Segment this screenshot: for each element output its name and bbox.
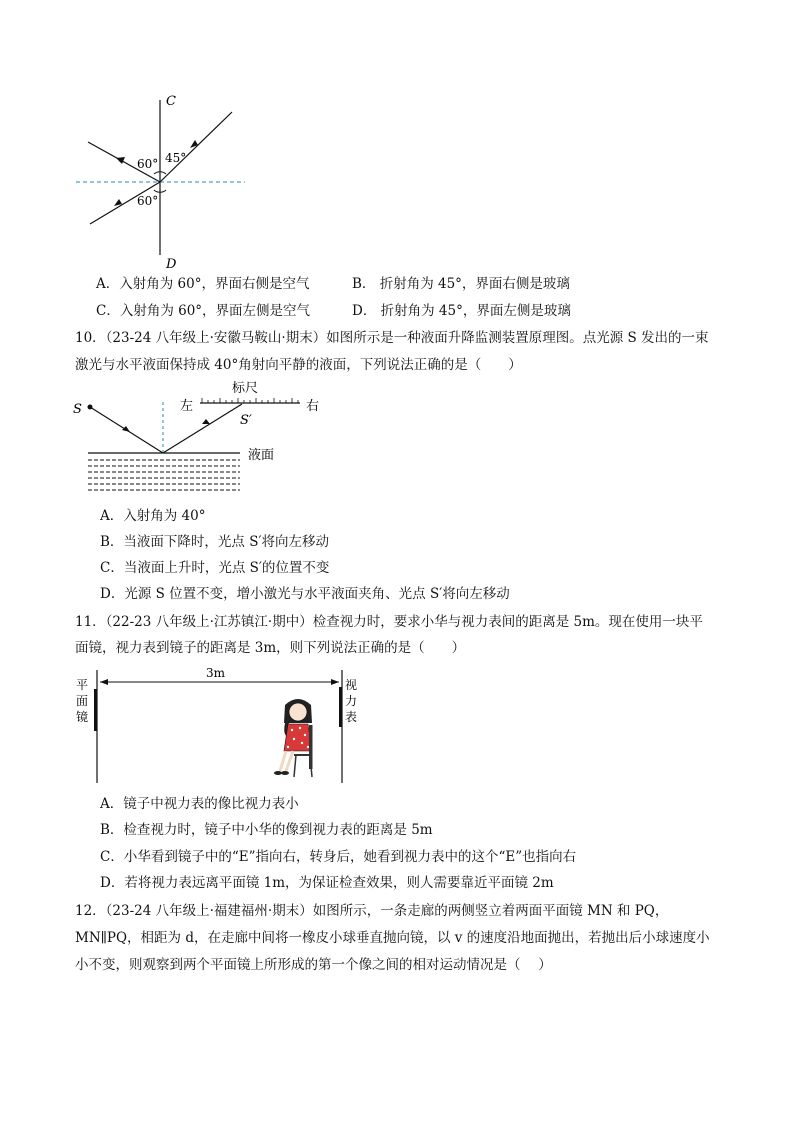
q11-option-d[interactable]: D．若将视力表远离平面镜 1m，为保证检查效果，则人需要靠近平面镜 2m: [100, 875, 554, 891]
reflected-laser: [163, 404, 242, 453]
mirror-label-3: 镜: [76, 710, 89, 724]
q10-option-b[interactable]: B．当液面下降时，光点 S′将向左移动: [100, 534, 330, 550]
eye-chart: [339, 687, 342, 727]
q10-option-a[interactable]: A．入射角为 40°: [100, 508, 206, 524]
ray-arrow-2: [116, 157, 125, 164]
mirror-label-2: 面: [76, 694, 89, 708]
liquid-level-figure: [70, 380, 330, 500]
girl-on-chair: [274, 699, 313, 777]
distance-label: 3m: [206, 666, 226, 680]
q11-stem-line2: 面镜，视力表到镜子的距离是 3m，则下列说法正确的是（ ）: [75, 640, 466, 656]
q11-option-a[interactable]: A．镜子中视力表的像比视力表小: [100, 796, 299, 812]
q9-option-c[interactable]: C．入射角为 60°，界面左侧是空气: [96, 303, 311, 319]
q11-option-c[interactable]: C．小华看到镜子中的“E”指向右，转身后，她看到视力表中的这个“E”也指向右: [100, 849, 577, 865]
q10-stem-line1: 10．（23-24 八年级上·安徽马鞍山·期末）如图所示是一种液面升降监测装置原理图。点光源 S 发出的一束: [75, 330, 709, 346]
chart-label-1: 视: [345, 678, 358, 692]
q10-option-d[interactable]: D．光源 S 位置不变，增小激光与水平液面夹角、光点 S′将向左移动: [100, 586, 510, 602]
refracted-ray: [160, 112, 232, 182]
label-left: 左: [180, 399, 194, 414]
q9-option-b[interactable]: B． 折射角为 45°，界面右侧是玻璃: [352, 276, 570, 292]
angle-label-3: 60°: [137, 194, 159, 208]
q12-stem-line2: MN∥PQ，相距为 d，在走廊中间将一橡皮小球垂直抛向镜，以 v 的速度沿地面抛出，若抛出后小球速度小: [75, 930, 710, 946]
mirror: [94, 689, 97, 731]
label-ruler: 标尺: [232, 381, 259, 396]
mirror-label-1: 平: [76, 678, 89, 692]
q12-stem-line1: 12．（23-24 八年级上·福建福州·期末）如图所示，一条走廊的两侧竖立着两面平面镜 MN 和 PQ，: [75, 903, 669, 919]
label-liquid: 液面: [248, 448, 275, 463]
q9-option-a[interactable]: A．入射角为 60°，界面右侧是空气: [96, 276, 310, 292]
label-c: C: [166, 94, 176, 109]
q11-stem-line1: 11．（22-23 八年级上·江苏镇江·期中）检查视力时，要求小华与视力表间的距离是 5m。现在使用一块平: [75, 614, 703, 630]
label-right: 右: [306, 399, 320, 414]
eye-test-figure: [72, 665, 372, 787]
q9-option-d[interactable]: D． 折射角为 45°，界面左侧是玻璃: [352, 303, 571, 319]
label-s-prime: S′: [240, 413, 252, 428]
chart-label-3: 表: [345, 710, 358, 724]
q10-option-c[interactable]: C．当液面上升时，光点 S′的位置不变: [100, 560, 330, 576]
label-s: S: [73, 402, 82, 417]
label-d: D: [166, 257, 177, 272]
q10-stem-line2: 激光与水平液面保持成 40°角射向平静的液面，下列说法正确的是（ ）: [75, 357, 522, 373]
angle-label-1: 60°: [137, 157, 159, 171]
q12-stem-line3: 小不变，则观察到两个平面镜上所形成的第一个像之间的相对运动情况是（ ）: [75, 957, 552, 973]
chart-label-2: 力: [345, 694, 358, 708]
q11-option-b[interactable]: B．检查视力时，镜子中小华的像到视力表的距离是 5m: [100, 822, 433, 838]
refraction-figure: [70, 92, 260, 277]
angle-label-2: 45°: [165, 151, 187, 165]
